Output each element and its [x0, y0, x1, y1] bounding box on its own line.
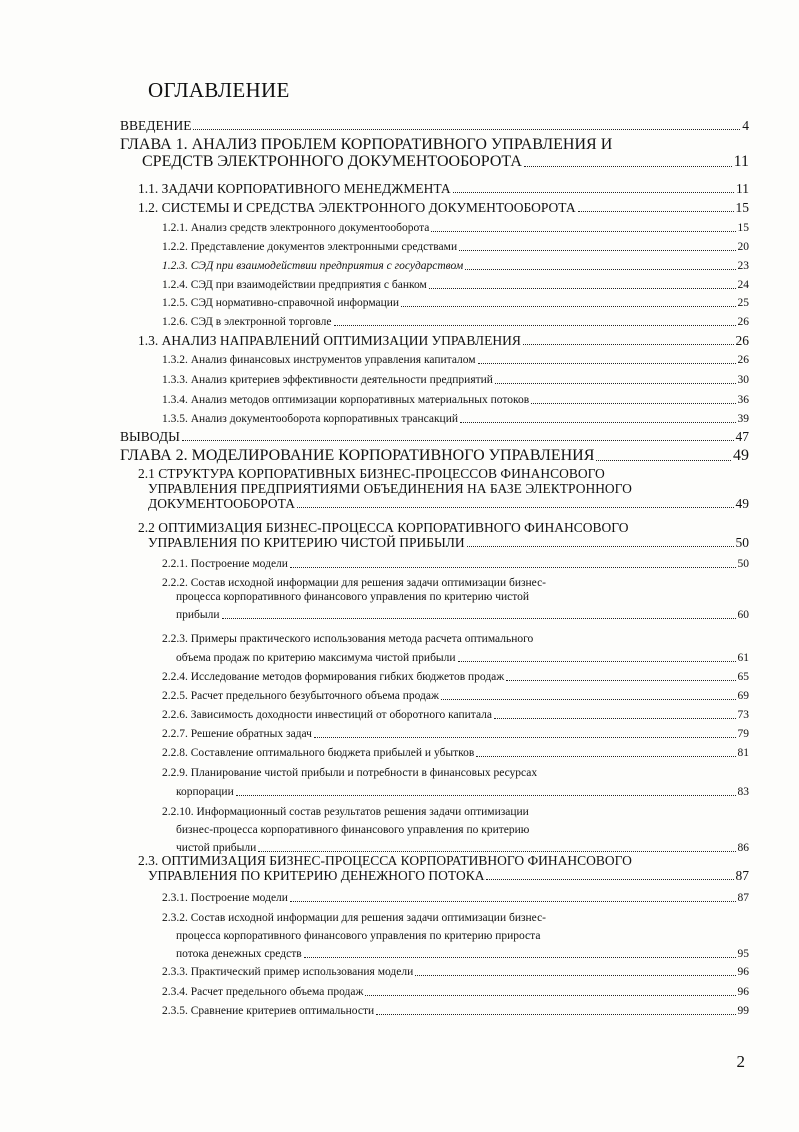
- toc-entry-conclusions[interactable]: ВЫВОДЫ 47: [120, 429, 749, 444]
- toc-entry-1-3-2[interactable]: 1.3.2. Анализ финансовых инструментов управления капиталом 26: [162, 354, 749, 366]
- toc-entry-2-2-4[interactable]: 2.2.4. Исследование методов формирования гибких бюджетов продаж 65: [162, 671, 749, 683]
- toc-entry-1-2-5[interactable]: 1.2.5. СЭД нормативно-справочной информации 25: [162, 297, 749, 309]
- toc-entry-1-2-2[interactable]: 1.2.2. Представление документов электронными средствами 20: [162, 241, 749, 253]
- toc-entry-chapter-1[interactable]: ГЛАВА 1. АНАЛИЗ ПРОБЛЕМ КОРПОРАТИВНОГО УПРАВЛЕНИЯ И СРЕДСТВ ЭЛЕКТРОННОГО ДОКУМЕНТООБОРОТА 11: [120, 136, 749, 170]
- toc-entry-1-2[interactable]: 1.2. СИСТЕМЫ И СРЕДСТВА ЭЛЕКТРОННОГО ДОКУМЕНТООБОРОТА 15: [138, 200, 749, 215]
- toc-entry-1-3-5[interactable]: 1.3.5. Анализ документооборота корпоративных трансакций 39: [162, 413, 749, 425]
- toc-entry-2-2-10[interactable]: 2.2.10. Информационный состав результатов решения задачи оптимизации бизнес-процесса корпоративного финансового управления по критерию чистой прибыли 86: [162, 806, 749, 854]
- toc-entry-2-2-5[interactable]: 2.2.5. Расчет предельного безубыточного объема продаж 69: [162, 690, 749, 702]
- toc-entry-2-2[interactable]: 2.2 ОПТИМИЗАЦИЯ БИЗНЕС-ПРОЦЕССА КОРПОРАТИВНОГО ФИНАНСОВОГО УПРАВЛЕНИЯ ПО КРИТЕРИЮ ЧИСТОЙ ПРИБЫЛИ 50: [138, 520, 749, 550]
- toc-entry-2-3-2[interactable]: 2.3.2. Состав исходной информации для решения задачи оптимизации бизнес- процесса корпоративного финансового управления по критерию прироста потока денежных средств 95: [162, 912, 749, 960]
- toc-entry-2-3[interactable]: 2.3. ОПТИМИЗАЦИЯ БИЗНЕС-ПРОЦЕССА КОРПОРАТИВНОГО ФИНАНСОВОГО УПРАВЛЕНИЯ ПО КРИТЕРИЮ ДЕНЕЖНОГО ПОТОКА 87: [138, 853, 749, 883]
- toc-entry-1-2-3[interactable]: 1.2.3. СЭД при взаимодействии предприятия с государством 23: [162, 260, 749, 272]
- toc-entry-2-2-6[interactable]: 2.2.6. Зависимость доходности инвестиций от оборотного капитала 73: [162, 709, 749, 721]
- toc-entry-1-2-6[interactable]: 1.2.6. СЭД в электронной торговле 26: [162, 316, 749, 328]
- toc-entry-1-1[interactable]: 1.1. ЗАДАЧИ КОРПОРАТИВНОГО МЕНЕДЖМЕНТА 11: [138, 181, 749, 196]
- toc-entry-1-3[interactable]: 1.3. АНАЛИЗ НАПРАВЛЕНИЙ ОПТИМИЗАЦИИ УПРАВЛЕНИЯ 26: [138, 333, 749, 348]
- toc-title: ОГЛАВЛЕНИЕ: [148, 78, 290, 102]
- toc-entry-2-2-9[interactable]: 2.2.9. Планирование чистой прибыли и потребности в финансовых ресурсах корпорации 83: [162, 767, 749, 798]
- toc-entry-2-2-8[interactable]: 2.2.8. Составление оптимального бюджета прибылей и убытков 81: [162, 747, 749, 759]
- toc-entry-2-3-1[interactable]: 2.3.1. Построение модели 87: [162, 892, 749, 904]
- toc-entry-introduction[interactable]: ВВЕДЕНИЕ 4: [120, 118, 749, 133]
- toc-entry-2-3-3[interactable]: 2.3.3. Практический пример использования модели 96: [162, 966, 749, 978]
- toc-entry-1-3-4[interactable]: 1.3.4. Анализ методов оптимизации корпоративных материальных потоков 36: [162, 394, 749, 406]
- toc-entry-2-1[interactable]: 2.1 СТРУКТУРА КОРПОРАТИВНЫХ БИЗНЕС-ПРОЦЕССОВ ФИНАНСОВОГО УПРАВЛЕНИЯ ПРЕДПРИЯТИЯМИ ОБЪЕДИНЕНИЯ НА БАЗЕ ЭЛЕКТРОННОГО ДОКУМЕНТООБОРОТА 49: [138, 466, 749, 511]
- toc-entry-1-2-4[interactable]: 1.2.4. СЭД при взаимодействии предприятия с банком 24: [162, 279, 749, 291]
- toc-entry-2-2-3[interactable]: 2.2.3. Примеры практического использования метода расчета оптимального объема продаж по критерию максимума чистой прибыли 61: [162, 633, 749, 664]
- toc-entry-2-2-1[interactable]: 2.2.1. Построение модели 50: [162, 558, 749, 570]
- toc-entry-2-2-2[interactable]: 2.2.2. Состав исходной информации для решения задачи оптимизации бизнес- процесса корпоративного финансового управления по критерию чистой прибыли 60: [162, 577, 749, 621]
- toc-entry-chapter-2[interactable]: ГЛАВА 2. МОДЕЛИРОВАНИЕ КОРПОРАТИВНОГО УПРАВЛЕНИЯ 49: [120, 447, 749, 464]
- toc-entry-2-3-4[interactable]: 2.3.4. Расчет предельного объема продаж 96: [162, 986, 749, 998]
- toc-entry-2-3-5[interactable]: 2.3.5. Сравнение критериев оптимальности 99: [162, 1005, 749, 1017]
- toc-entry-1-2-1[interactable]: 1.2.1. Анализ средств электронного документооборота 15: [162, 222, 749, 234]
- page-number: 2: [736, 1052, 745, 1071]
- toc-entry-1-3-3[interactable]: 1.3.3. Анализ критериев эффективности деятельности предприятий 30: [162, 374, 749, 386]
- toc-entry-2-2-7[interactable]: 2.2.7. Решение обратных задач 79: [162, 728, 749, 740]
